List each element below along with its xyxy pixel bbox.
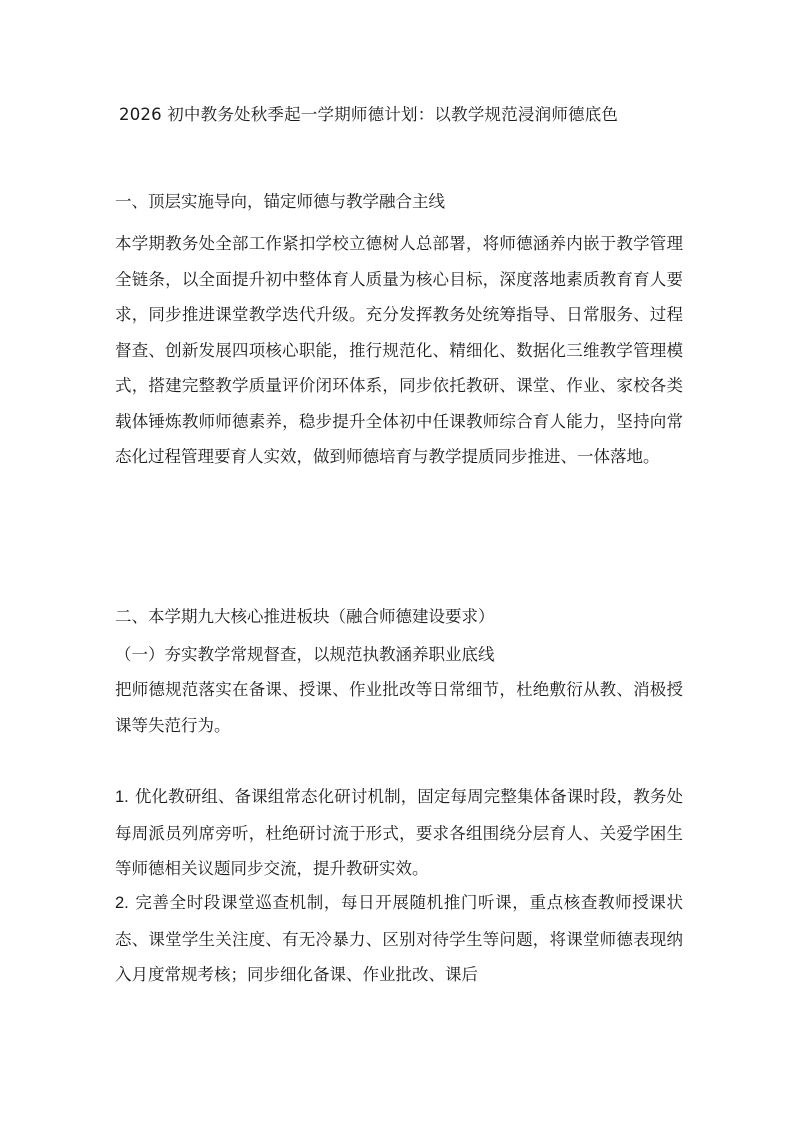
section-1-heading: 一、顶层实施导向，锚定师德与教学融合主线 — [115, 192, 445, 211]
list-item-2-number: 2. — [115, 894, 129, 912]
list-item-2-text: 完善全时段课堂巡查机制，每日开展随机推门听课，重点核查教师授课状态、课堂学生关注度、有无冷暴力、区别对待学生等问题，将课堂师德表现纳入月度常规考核；同步细化备课、作业批改、课后 — [115, 893, 683, 984]
subsection-1-intro: 把师德规范落实在备课、授课、作业批改等日常细节，杜绝敷衍从教、消极授课等失范行为。 — [115, 680, 683, 735]
subsection-1-heading: （一）夯实教学常规督查，以规范执教涵养职业底线 — [115, 645, 495, 664]
section-1-body: 本学期教务处全部工作紧扣学校立德树人总部署，将师德涵养内嵌于教学管理全链条，以全面提升初中整体育人质量为核心目标，深度落地素质教育育人要求，同步推进课堂教学迭代升级。充分发挥教务处统筹指导、日常服务、过程督查、创新发展四项核心职能，推行规范化、精细化、数据化三维教学管理模式，搭建完整教学质量评价闭环体系，同步依托教研、课堂、作业、家校各类载体锤炼教师师德素养，稳步提升全体初中任课教师综合育人能力，坚持向常态化过程管理要育人实效，做到师德培育与教学提质同步推进、一体落地。 — [115, 234, 683, 466]
list-item-2 — [115, 885, 683, 993]
section-2-heading: 二、本学期九大核心推进板块（融合师德建设要求） — [115, 607, 495, 626]
list-item-1 — [115, 779, 683, 887]
list-item-1-number: 1. — [115, 788, 129, 806]
document-title: 2026 初中教务处秋季起一学期师德计划：以教学规范浸润师德底色 — [119, 105, 619, 124]
list-item-1-text: 优化教研组、备课组常态化研讨机制，固定每周完整集体备课时段，教务处每周派员列席旁听，杜绝研讨流于形式，要求各组围绕分层育人、关爱学困生等师德相关议题同步交流，提升教研实效。 — [115, 787, 683, 878]
